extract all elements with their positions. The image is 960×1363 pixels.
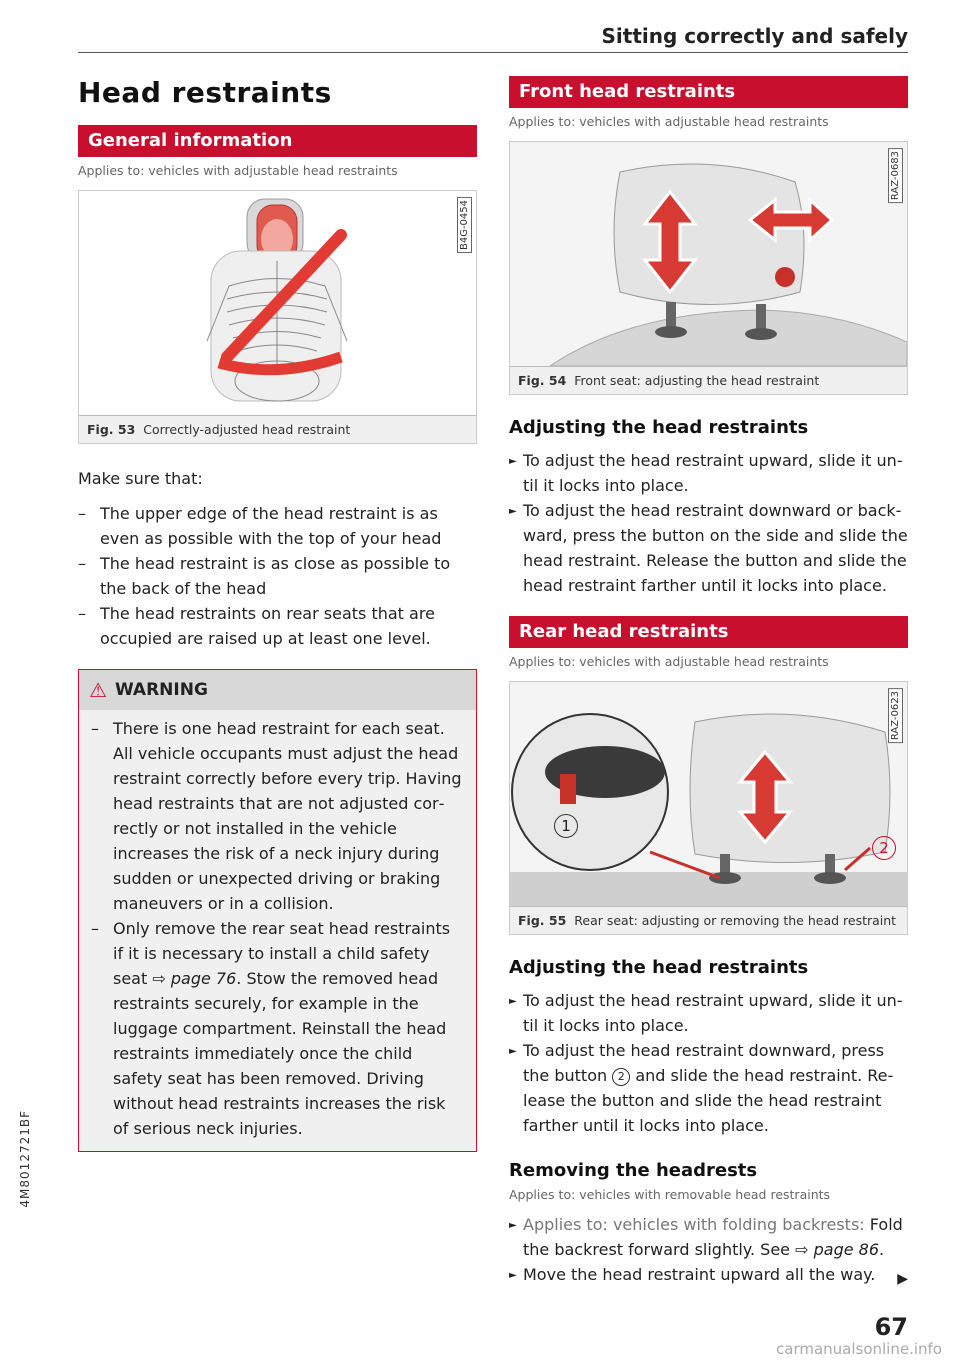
document-code: 4M8012721BF: [18, 1110, 32, 1208]
list-item: ► Move the head restraint upward all the way.: [509, 1262, 908, 1287]
warning-item-1: – There is one head restraint for each seat. All vehicle occupants must adjust the head restraint correctly before every trip. Having head restraints that are not adjusted correctly or not installed in the vehicle increases the risk of a neck injury during sudden or unexpected driving or braking maneuvers or in a collision.: [91, 716, 462, 916]
rear-step-2-text: To adjust the head restraint downward, press the button: [523, 1041, 885, 1085]
warning-header: [79, 670, 476, 710]
list-item: ► To adjust the head restraint upward, slide it until it locks into place.: [509, 448, 908, 498]
figure-53-caption: [79, 416, 476, 443]
list-item: [509, 1038, 908, 1138]
figure-55-caption: [510, 907, 907, 934]
list-item: [509, 1212, 908, 1262]
list-item: – The head restraint is as close as possible to the back of the head: [78, 551, 477, 601]
callout-ref-2: 2: [612, 1068, 630, 1086]
rear-step-2-rest: and slide the head restraint. Release the button and slide the head restraint farther until it locks into place.: [523, 1066, 894, 1135]
front-steps: [509, 448, 908, 598]
applies-note-front: Applies to: vehicles with adjustable head restraints: [509, 114, 829, 129]
removing-step-1-text: Fold the backrest forward slightly. See: [523, 1215, 903, 1259]
figure-53-code: B4G-0454: [457, 197, 472, 253]
intro-text: Make sure that:: [78, 469, 203, 488]
warning-triangle-icon: ⚠: [89, 678, 107, 702]
applies-note-rear: Applies to: vehicles with adjustable head restraints: [509, 654, 829, 669]
figure-53: [78, 190, 477, 444]
subheading-adjusting-rear: Adjusting the head restraints: [509, 957, 809, 978]
right-column: [509, 76, 908, 1287]
subheading-removing: Removing the headrests: [509, 1160, 758, 1181]
figure-55-code: RAZ-0623: [888, 688, 903, 743]
figure-54-caption: [510, 367, 907, 394]
subheading-adjusting-front: Adjusting the head restraints: [509, 417, 809, 438]
figure-54-code: RAZ-0683: [888, 148, 903, 203]
section-title-front: Front head restraints: [509, 76, 908, 108]
warning-item-2: [91, 916, 462, 1141]
list-item: ► To adjust the head restraint upward, slide it until it locks into place.: [509, 988, 908, 1038]
callout-1: 1: [554, 814, 578, 838]
warning-box: [78, 669, 477, 1152]
page-number: 67: [874, 1313, 908, 1341]
removing-step-1-end: .: [879, 1240, 885, 1259]
figure-55: [509, 681, 908, 935]
page-86-link[interactable]: ⇨ page 86: [795, 1240, 880, 1259]
removing-steps: [509, 1212, 908, 1287]
list-item: ► To adjust the head restraint downward or backward, press the button on the side and slide the head restraint. Release the button and slide the head restraint farther until it locks into place.: [509, 498, 908, 598]
continue-arrow-icon: ▶: [897, 1271, 908, 1287]
warning-item-2-text: Only remove the rear seat head restraints if it is necessary to install a child safety seat: [113, 919, 451, 988]
warning-title: WARNING: [114, 680, 208, 700]
skeleton-illustration: [79, 191, 476, 415]
figure-54-label: Fig. 54: [518, 373, 567, 388]
warning-list: [91, 716, 462, 1141]
figure-54-caption-text: Front seat: adjusting the head restraint: [574, 373, 820, 388]
page-title: Head restraints: [78, 76, 332, 109]
list-item: – The head restraints on rear seats that are occupied are raised up at least one level.: [78, 601, 477, 651]
figure-55-caption-text: Rear seat: adjusting or removing the head restraint: [574, 913, 897, 928]
checklist: [78, 501, 477, 651]
figure-53-image: [79, 191, 476, 416]
figure-55-image: [510, 682, 907, 907]
applies-note-removing: Applies to: vehicles with removable head restraints: [509, 1187, 831, 1202]
front-headrest-illustration: [510, 142, 907, 366]
header-rule: [78, 52, 908, 53]
section-title-rear: Rear head restraints: [509, 616, 908, 648]
left-column: [78, 72, 477, 1152]
warning-item-2-rest: . Stow the removed head restraints securely, for example in the luggage compartment. Reinstall the head restraints immediately once the child safety seat has been removed. Driving without head restraints increases the risk of serious neck injuries.: [113, 969, 447, 1138]
rear-headrest-illustration: [510, 682, 907, 906]
figure-53-caption-text: Correctly-adjusted head restraint: [143, 422, 351, 437]
figure-54: [509, 141, 908, 395]
callout-2: 2: [872, 836, 896, 860]
figure-54-image: [510, 142, 907, 367]
page-76-link[interactable]: ⇨ page 76: [152, 969, 237, 988]
section-title-general: General information: [78, 125, 477, 157]
running-header: Sitting correctly and safely: [601, 24, 908, 48]
warning-body: [79, 710, 476, 1151]
rear-steps: [509, 988, 908, 1138]
figure-53-label: Fig. 53: [87, 422, 136, 437]
list-item: – The upper edge of the head restraint is as even as possible with the top of your head: [78, 501, 477, 551]
figure-55-label: Fig. 55: [518, 913, 567, 928]
removing-step-1-condition: Applies to: vehicles with folding backrests:: [523, 1215, 865, 1234]
applies-note: Applies to: vehicles with adjustable head restraints: [78, 163, 398, 178]
watermark: carmanualsonline.info: [776, 1340, 942, 1358]
